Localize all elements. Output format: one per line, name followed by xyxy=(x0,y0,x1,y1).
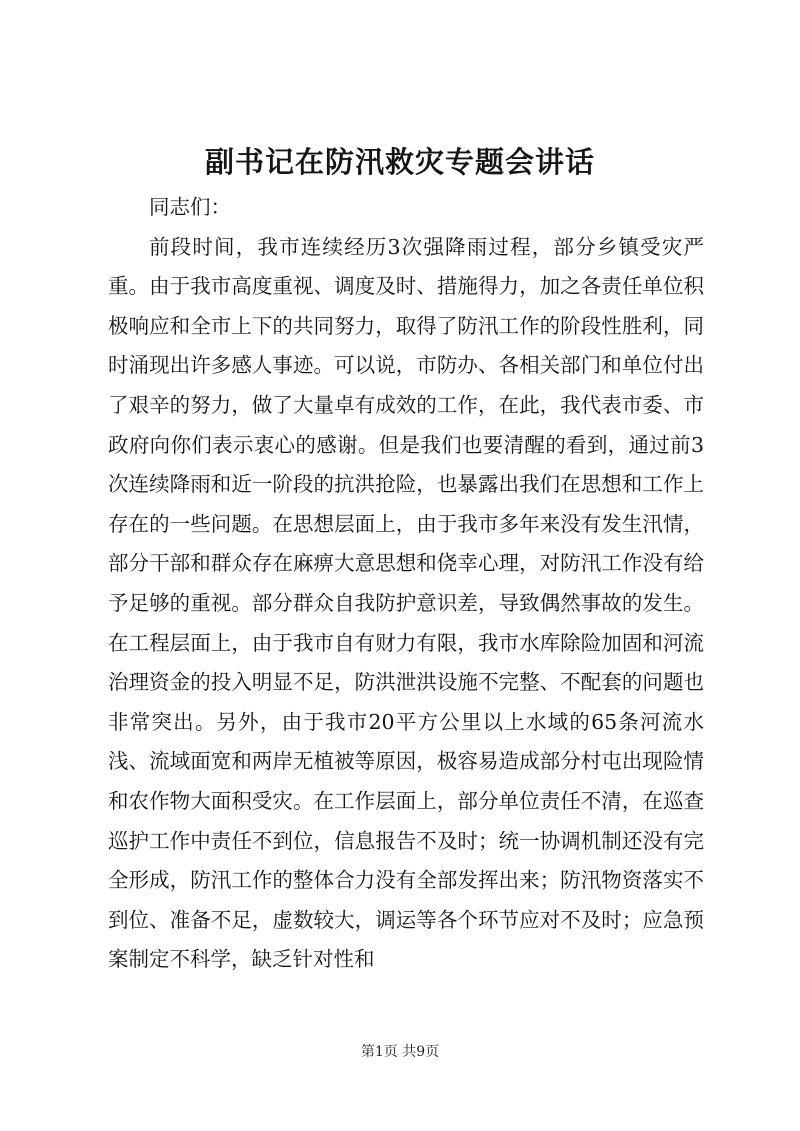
salutation: 同志们： xyxy=(149,195,231,219)
document-title: 副书记在防汛救灾专题会讲话 xyxy=(204,145,595,179)
body-paragraph: 前段时间，我市连续经历3次强降雨过程，部分乡镇受灾严重。由于我市高度重视、调度及时、措施得力，加之各责任单位积极响应和全市上下的共同努力，取得了防汛工作的阶段性胜利，同时涌现出许多感人事迹。可以说，市防办、各相关部门和单位付出了艰辛的努力，做了大量卓有成效的工作，在此，我代表市委、市政府向你们表示衷心的感谢。但是我们也要清醒的看到，通过前3次连续降雨和近一阶段的抗洪抢险，也暴露出我们在思想和工作上存在的一些问题。在思想层面上，由于我市多年来没有发生汛情，部分干部和群众存在麻痹大意思想和侥幸心理，对防汛工作没有给予足够的重视。部分群众自我防护意识差，导致偶然事故的发生。在工程层面上，由于我市自有财力有限，我市水库除险加固和河流治理资金的投入明显不足，防洪泄洪设施不完整、不配套的问题也非常突出。另外，由于我市20平方公里以上水域的65条河流水浅、流域面宽和两岸无植被等原因，极容易造成部分村屯出现险情和农作物大面积受灾。在工作层面上，部分单位责任不清，在巡查巡护工作中责任不到位，信息报告不及时；统一协调机制还没有完全形成，防汛工作的整体合力没有全部发挥出来；防汛物资落实不到位、准备不足，虚数较大，调运等各个环节应对不及时；应急预案制定不科学，缺乏针对性和 xyxy=(108,234,704,972)
document-body xyxy=(108,188,704,980)
page-footer: 第1页 共9页 xyxy=(360,1044,440,1060)
